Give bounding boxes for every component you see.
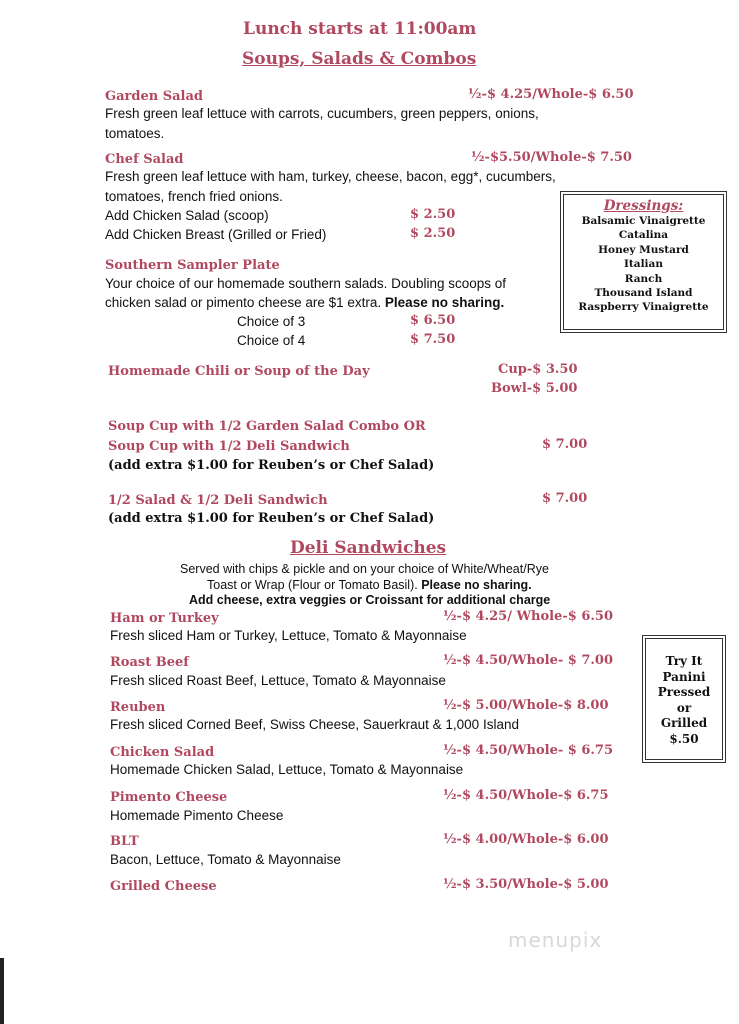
menu-item-description: tomatoes. <box>105 126 165 141</box>
deli-intro: Served with chips & pickle and on your choice of White/Wheat/Rye <box>180 562 549 576</box>
panini-line: Try It <box>665 654 703 668</box>
sandwich-description: Fresh sliced Ham or Turkey, Lettuce, Tomato & Mayonnaise <box>110 628 467 643</box>
combo-price: $ 7.00 <box>542 491 588 506</box>
panini-line: or <box>676 700 692 715</box>
sandwich-price: ½-$ 4.00/Whole-$ 6.00 <box>443 832 609 847</box>
combo-line: Soup Cup with 1/2 Garden Salad Combo OR <box>108 419 426 434</box>
menu-item-description: Fresh green leaf lettuce with ham, turkey, cheese, bacon, egg*, cucumbers, <box>105 169 556 184</box>
menu-item-price-cup: Cup-$ 3.50 <box>498 362 578 377</box>
dressing-item: Ranch <box>624 272 663 285</box>
sandwich-price: ½-$ 4.25/ Whole-$ 6.50 <box>443 609 614 624</box>
sandwich-price: ½-$ 5.00/Whole-$ 8.00 <box>443 698 609 713</box>
sandwich-name: Chicken Salad <box>110 745 215 760</box>
menu-item-price: ½-$5.50/Whole-$ 7.50 <box>471 150 632 165</box>
menu-item-name: Homemade Chili or Soup of the Day <box>108 364 370 379</box>
sandwich-name: Reuben <box>110 700 166 715</box>
menu-item-description: tomatoes, french fried onions. <box>105 189 283 204</box>
menu-item-name: Chef Salad <box>105 152 184 167</box>
combo-note: (add extra $1.00 for Reuben’s or Chef Salad) <box>108 458 435 473</box>
section-heading-soups-salads: Soups, Salads & Combos <box>242 49 477 69</box>
menu-item-name: Southern Sampler Plate <box>105 258 280 273</box>
menu-item-description: Your choice of our homemade southern salads. Doubling scoops of <box>105 276 506 291</box>
dressing-item: Thousand Island <box>594 287 693 300</box>
panini-line: Pressed <box>657 685 711 699</box>
sandwich-name: Grilled Cheese <box>110 879 217 894</box>
menu-item-description: Fresh green leaf lettuce with carrots, cucumbers, green peppers, onions, <box>105 106 539 121</box>
choice-price: $ 7.50 <box>410 332 456 347</box>
panini-line: $.50 <box>669 731 699 746</box>
sandwich-name: Pimento Cheese <box>110 790 228 805</box>
no-sharing-note: Please no sharing. <box>421 578 532 592</box>
watermark-logo: menupix <box>508 928 603 952</box>
sandwich-description: Fresh sliced Roast Beef, Lettuce, Tomato & Mayonnaise <box>110 673 446 688</box>
sandwich-price: ½-$ 4.50/Whole- $ 6.75 <box>443 743 614 758</box>
add-on-label: Add Chicken Breast (Grilled or Fried) <box>105 227 327 242</box>
menu-item-price-bowl: Bowl-$ 5.00 <box>491 381 578 396</box>
sandwich-price: ½-$ 3.50/Whole-$ 5.00 <box>443 877 609 892</box>
deli-intro <box>207 578 532 592</box>
add-on-label: Add Chicken Salad (scoop) <box>105 208 269 223</box>
choice-label: Choice of 4 <box>237 333 306 348</box>
deli-intro: Add cheese, extra veggies or Croissant for additional charge <box>189 593 551 607</box>
dressing-item: Raspberry Vinaigrette <box>578 301 709 314</box>
sandwich-description: Bacon, Lettuce, Tomato & Mayonnaise <box>110 852 341 867</box>
dressings-box <box>560 191 727 333</box>
dressing-item: Balsamic Vinaigrette <box>581 215 706 227</box>
combo-price: $ 7.00 <box>542 437 588 452</box>
menu-item-name: Garden Salad <box>105 89 203 104</box>
sandwich-name: Ham or Turkey <box>110 611 219 626</box>
sampler-note: chicken salad or pimento cheese are $1 extra. <box>105 295 385 310</box>
sandwich-name: Roast Beef <box>110 655 189 670</box>
combo-note: (add extra $1.00 for Reuben’s or Chef Salad) <box>108 511 435 526</box>
deli-intro-bread: Toast or Wrap (Flour or Tomato Basil). <box>207 578 422 592</box>
choice-price: $ 6.50 <box>410 313 456 328</box>
scan-edge <box>0 958 4 1024</box>
sandwich-description: Homemade Pimento Cheese <box>110 808 284 823</box>
combo-name: 1/2 Salad & 1/2 Deli Sandwich <box>108 493 328 508</box>
add-on-price: $ 2.50 <box>410 226 456 241</box>
menu-item-description <box>105 295 504 310</box>
sandwich-price: ½-$ 4.50/Whole-$ 6.75 <box>443 788 609 803</box>
section-heading-deli: Deli Sandwiches <box>290 538 447 558</box>
choice-label: Choice of 3 <box>237 314 306 329</box>
panini-line: Panini <box>662 669 706 684</box>
no-sharing-note: Please no sharing. <box>384 295 505 310</box>
sandwich-price: ½-$ 4.50/Whole- $ 7.00 <box>443 653 614 668</box>
combo-line: Soup Cup with 1/2 Deli Sandwich <box>108 439 350 454</box>
dressing-item: Catalina <box>618 229 669 242</box>
add-on-price: $ 2.50 <box>410 207 456 222</box>
dressings-heading: Dressings: <box>603 198 684 214</box>
sandwich-name: BLT <box>110 834 139 849</box>
dressing-item: Honey Mustard <box>598 243 689 256</box>
panini-box <box>642 635 726 763</box>
sandwich-description: Fresh sliced Corned Beef, Swiss Cheese, Sauerkraut & 1,000 Island <box>110 717 519 732</box>
menu-item-price: ½-$ 4.25/Whole-$ 6.50 <box>468 87 634 102</box>
dressing-item: Italian <box>624 258 663 271</box>
panini-line: Grilled <box>660 716 708 730</box>
lunch-start-heading: Lunch starts at 11:00am <box>243 19 477 39</box>
sandwich-description: Homemade Chicken Salad, Lettuce, Tomato & Mayonnaise <box>110 762 464 777</box>
